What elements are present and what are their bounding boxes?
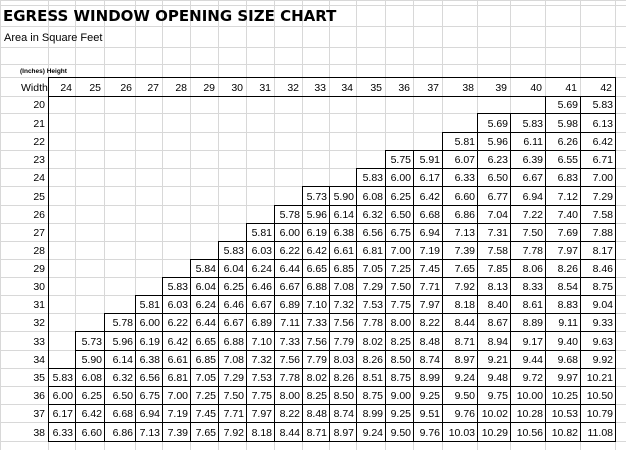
area-cell: 6.22 <box>167 317 188 329</box>
area-cell: 8.74 <box>333 408 354 420</box>
area-cell: 7.11 <box>280 317 300 329</box>
area-cell: 6.94 <box>419 227 440 239</box>
area-cell: 7.13 <box>139 427 160 439</box>
area-cell: 10.56 <box>516 427 543 439</box>
area-cell: 6.14 <box>333 209 354 221</box>
width-row-header: 35 <box>33 372 45 384</box>
height-header-cell: 42 <box>600 82 612 94</box>
area-cell: 5.73 <box>306 191 327 203</box>
area-cell: 5.78 <box>112 317 133 329</box>
area-cell: 6.67 <box>251 299 272 311</box>
width-header: Width <box>21 82 48 94</box>
chart-subtitle: Area in Square Feet <box>4 32 103 44</box>
area-cell: 6.00 <box>279 227 300 239</box>
area-cell: 8.97 <box>454 354 475 366</box>
area-cell: 8.99 <box>419 372 440 384</box>
area-cell: 8.25 <box>306 390 327 402</box>
height-header-cell: 25 <box>89 82 101 94</box>
area-cell: 8.26 <box>362 354 383 366</box>
height-header-cell: 39 <box>495 82 507 94</box>
height-header-cell: 40 <box>530 82 542 94</box>
area-cell: 7.53 <box>251 372 272 384</box>
area-cell: 6.04 <box>195 281 216 293</box>
area-cell: 5.98 <box>557 118 578 130</box>
area-cell: 7.78 <box>362 317 383 329</box>
area-cell: 6.00 <box>139 317 160 329</box>
area-cell: 6.94 <box>139 408 160 420</box>
area-cell: 6.89 <box>251 317 272 329</box>
area-cell: 6.67 <box>223 317 244 329</box>
height-header-cell: 28 <box>175 82 187 94</box>
width-row-header: 25 <box>33 191 45 203</box>
area-cell: 9.25 <box>419 390 440 402</box>
area-cell: 7.32 <box>251 354 272 366</box>
area-cell: 5.91 <box>419 154 440 166</box>
area-cell: 7.08 <box>333 281 354 293</box>
area-cell: 5.83 <box>52 372 73 384</box>
area-cell: 6.77 <box>487 191 508 203</box>
area-cell: 7.45 <box>419 263 440 275</box>
area-cell: 6.13 <box>592 118 613 130</box>
area-cell: 9.72 <box>522 372 543 384</box>
area-cell: 8.44 <box>279 427 300 439</box>
area-cell: 6.75 <box>390 227 411 239</box>
width-row-header: 22 <box>33 136 45 148</box>
area-cell: 6.88 <box>306 281 327 293</box>
area-cell: 5.73 <box>81 336 102 348</box>
area-cell: 6.94 <box>522 191 543 203</box>
area-cell: 8.75 <box>362 390 383 402</box>
area-cell: 7.00 <box>167 390 188 402</box>
area-cell: 10.28 <box>516 408 543 420</box>
height-header: (Inches) Height <box>20 68 67 75</box>
width-row-header: 28 <box>33 245 45 257</box>
area-cell: 7.10 <box>306 299 327 311</box>
width-row-header: 29 <box>33 263 45 275</box>
area-cell: 6.67 <box>522 172 543 184</box>
area-cell: 7.97 <box>557 245 578 257</box>
area-cell: 7.08 <box>223 354 244 366</box>
area-cell: 6.85 <box>333 263 354 275</box>
height-header-cell: 31 <box>259 82 271 94</box>
area-cell: 7.65 <box>454 263 475 275</box>
area-cell: 5.90 <box>333 191 354 203</box>
height-header-cell: 36 <box>398 82 410 94</box>
area-cell: 7.39 <box>167 427 188 439</box>
area-cell: 10.02 <box>481 408 508 420</box>
area-cell: 6.44 <box>195 317 216 329</box>
area-cell: 7.75 <box>390 299 411 311</box>
area-cell: 6.56 <box>139 372 160 384</box>
area-cell: 7.25 <box>390 263 411 275</box>
area-cell: 7.13 <box>454 227 475 239</box>
area-cell: 5.69 <box>557 99 578 111</box>
area-cell: 6.17 <box>52 408 73 420</box>
area-cell: 9.44 <box>522 354 543 366</box>
height-header-cell: 26 <box>120 82 132 94</box>
area-cell: 10.50 <box>586 390 613 402</box>
area-cell: 6.42 <box>419 191 440 203</box>
area-cell: 7.97 <box>419 299 440 311</box>
area-cell: 8.02 <box>306 372 327 384</box>
area-cell: 10.03 <box>448 427 475 439</box>
width-row-header: 34 <box>33 354 45 366</box>
area-cell: 9.50 <box>454 390 475 402</box>
area-cell: 5.96 <box>306 209 327 221</box>
area-cell: 8.00 <box>279 390 300 402</box>
area-cell: 6.65 <box>195 336 216 348</box>
area-cell: 7.04 <box>487 209 508 221</box>
area-cell: 8.26 <box>557 263 578 275</box>
area-cell: 8.48 <box>419 336 440 348</box>
area-cell: 9.76 <box>419 427 440 439</box>
area-cell: 10.79 <box>586 408 613 420</box>
area-cell: 8.89 <box>522 317 543 329</box>
area-cell: 6.23 <box>487 154 508 166</box>
area-cell: 9.21 <box>487 354 508 366</box>
area-cell: 8.97 <box>333 427 354 439</box>
area-cell: 10.00 <box>516 390 543 402</box>
area-cell: 8.22 <box>419 317 440 329</box>
area-cell: 6.11 <box>523 136 543 148</box>
area-cell: 8.02 <box>362 336 383 348</box>
area-cell: 6.71 <box>592 154 613 166</box>
width-row-header: 33 <box>33 336 45 348</box>
area-cell: 9.17 <box>522 336 543 348</box>
area-cell: 6.00 <box>390 172 411 184</box>
area-cell: 9.92 <box>592 354 613 366</box>
height-header-cell: 30 <box>231 82 243 94</box>
area-cell: 8.44 <box>454 317 475 329</box>
area-cell: 7.33 <box>306 317 327 329</box>
area-cell: 6.33 <box>454 172 475 184</box>
area-cell: 6.60 <box>81 427 102 439</box>
area-cell: 6.08 <box>81 372 102 384</box>
area-cell: 9.63 <box>592 336 613 348</box>
area-cell: 8.94 <box>487 336 508 348</box>
area-cell: 6.67 <box>279 281 300 293</box>
area-cell: 7.53 <box>362 299 383 311</box>
area-cell: 6.50 <box>112 390 133 402</box>
area-cell: 10.25 <box>551 390 578 402</box>
width-row-header: 38 <box>33 427 45 439</box>
area-cell: 6.42 <box>81 408 102 420</box>
area-cell: 8.26 <box>333 372 354 384</box>
area-cell: 10.53 <box>551 408 578 420</box>
area-cell: 7.79 <box>306 354 327 366</box>
area-cell: 9.68 <box>557 354 578 366</box>
area-cell: 7.78 <box>279 372 300 384</box>
area-cell: 6.68 <box>419 209 440 221</box>
area-cell: 7.45 <box>195 408 216 420</box>
area-cell: 7.71 <box>223 408 244 420</box>
area-cell: 9.11 <box>558 317 578 329</box>
area-cell: 11.08 <box>587 427 613 439</box>
area-cell: 9.24 <box>362 427 383 439</box>
area-cell: 9.51 <box>419 408 440 420</box>
area-cell: 8.48 <box>306 408 327 420</box>
height-header-cell: 32 <box>287 82 299 94</box>
area-cell: 6.17 <box>419 172 440 184</box>
area-cell: 5.83 <box>223 245 244 257</box>
area-cell: 7.12 <box>557 191 578 203</box>
area-cell: 7.19 <box>167 408 188 420</box>
area-cell: 6.85 <box>195 354 216 366</box>
area-cell: 7.00 <box>390 245 411 257</box>
area-cell: 6.22 <box>279 245 300 257</box>
area-cell: 8.75 <box>390 372 411 384</box>
area-cell: 6.86 <box>454 209 475 221</box>
area-cell: 5.90 <box>81 354 102 366</box>
area-cell: 6.46 <box>251 281 272 293</box>
area-cell: 7.05 <box>362 263 383 275</box>
width-row-header: 23 <box>33 154 45 166</box>
area-cell: 6.50 <box>487 172 508 184</box>
width-row-header: 31 <box>33 299 45 311</box>
area-cell: 8.51 <box>362 372 383 384</box>
area-cell: 7.71 <box>419 281 440 293</box>
area-cell: 7.32 <box>333 299 354 311</box>
area-cell: 7.29 <box>362 281 383 293</box>
area-cell: 8.71 <box>306 427 327 439</box>
area-cell: 8.54 <box>557 281 578 293</box>
area-cell: 6.89 <box>279 299 300 311</box>
area-cell: 8.50 <box>333 390 354 402</box>
width-row-header: 21 <box>33 118 45 130</box>
area-cell: 7.40 <box>557 209 578 221</box>
area-cell: 8.13 <box>487 281 508 293</box>
area-cell: 8.33 <box>522 281 543 293</box>
area-cell: 6.60 <box>454 191 475 203</box>
area-cell: 9.25 <box>390 408 411 420</box>
area-cell: 6.07 <box>454 154 475 166</box>
area-cell: 8.99 <box>362 408 383 420</box>
area-cell: 6.68 <box>112 408 133 420</box>
area-cell: 9.04 <box>592 299 613 311</box>
area-cell: 7.56 <box>279 354 300 366</box>
area-cell: 7.58 <box>592 209 613 221</box>
height-header-cell: 35 <box>370 82 382 94</box>
area-cell: 6.03 <box>167 299 188 311</box>
area-cell: 8.17 <box>592 245 613 257</box>
area-cell: 6.24 <box>195 299 216 311</box>
area-cell: 7.56 <box>333 317 354 329</box>
area-cell: 7.69 <box>557 227 578 239</box>
height-header-cell: 41 <box>565 82 577 94</box>
area-cell: 5.69 <box>487 118 508 130</box>
area-cell: 7.19 <box>419 245 440 257</box>
area-cell: 7.50 <box>522 227 543 239</box>
area-cell: 10.82 <box>551 427 578 439</box>
area-cell: 7.33 <box>279 336 300 348</box>
area-cell: 6.25 <box>223 281 244 293</box>
area-cell: 7.92 <box>454 281 475 293</box>
area-cell: 9.33 <box>592 317 613 329</box>
area-cell: 6.19 <box>306 227 327 239</box>
area-cell: 7.29 <box>223 372 244 384</box>
area-cell: 6.75 <box>139 390 160 402</box>
width-row-header: 20 <box>33 99 45 111</box>
area-cell: 7.85 <box>487 263 508 275</box>
area-cell: 5.96 <box>487 136 508 148</box>
area-cell: 6.25 <box>81 390 102 402</box>
area-cell: 6.19 <box>139 336 160 348</box>
area-cell: 7.58 <box>487 245 508 257</box>
area-cell: 9.24 <box>454 372 475 384</box>
area-cell: 5.81 <box>139 299 160 311</box>
height-header-cell: 29 <box>203 82 215 94</box>
area-cell: 7.05 <box>195 372 216 384</box>
width-row-header: 32 <box>33 317 45 329</box>
area-cell: 6.42 <box>167 336 188 348</box>
area-cell: 6.08 <box>362 191 383 203</box>
area-cell: 6.81 <box>362 245 383 257</box>
height-column-headers <box>60 82 612 94</box>
area-cell: 6.38 <box>333 227 354 239</box>
area-cell: 9.40 <box>557 336 578 348</box>
area-cell: 7.97 <box>251 408 272 420</box>
area-cell: 9.75 <box>487 390 508 402</box>
area-cell: 6.39 <box>522 154 543 166</box>
area-cell: 6.32 <box>362 209 383 221</box>
area-cell: 9.48 <box>487 372 508 384</box>
area-cell: 8.06 <box>522 263 543 275</box>
area-cell: 8.71 <box>454 336 475 348</box>
area-cell: 7.79 <box>333 336 354 348</box>
area-cell: 7.39 <box>454 245 475 257</box>
area-cell: 6.33 <box>52 427 73 439</box>
width-row-header: 37 <box>33 408 45 420</box>
height-header-cell: 34 <box>341 82 353 94</box>
area-cell: 5.81 <box>454 136 475 148</box>
width-row-header: 36 <box>33 390 45 402</box>
area-cell: 6.88 <box>223 336 244 348</box>
area-cell: 5.84 <box>195 263 216 275</box>
area-cell: 6.50 <box>390 209 411 221</box>
area-cell: 8.61 <box>522 299 543 311</box>
area-cell: 9.00 <box>390 390 411 402</box>
width-row-header: 27 <box>33 227 45 239</box>
area-cell: 6.32 <box>112 372 133 384</box>
area-cell: 6.83 <box>557 172 578 184</box>
area-cell: 6.55 <box>557 154 578 166</box>
area-cell: 9.76 <box>454 408 475 420</box>
area-cell: 8.67 <box>487 317 508 329</box>
height-header-cell: 37 <box>427 82 439 94</box>
area-cell: 9.97 <box>557 372 578 384</box>
area-cell: 10.29 <box>481 427 508 439</box>
area-cell: 6.61 <box>333 245 354 257</box>
height-header-cell: 38 <box>462 82 474 94</box>
width-row-header: 24 <box>33 172 45 184</box>
area-cell: 5.96 <box>112 336 133 348</box>
area-cell: 7.75 <box>251 390 272 402</box>
width-row-header: 30 <box>33 281 45 293</box>
area-cell: 7.78 <box>522 245 543 257</box>
area-cell: 6.86 <box>112 427 133 439</box>
area-cell: 7.56 <box>306 336 327 348</box>
area-cell: 7.10 <box>251 336 272 348</box>
area-cell: 6.46 <box>223 299 244 311</box>
area-cell: 5.81 <box>251 227 272 239</box>
area-cell: 6.38 <box>139 354 160 366</box>
area-cell: 8.18 <box>251 427 272 439</box>
area-cell: 8.50 <box>390 354 411 366</box>
area-cell: 7.92 <box>223 427 244 439</box>
area-cell: 8.75 <box>592 281 613 293</box>
area-cell: 5.83 <box>362 172 383 184</box>
area-cell: 5.83 <box>592 99 613 111</box>
area-cell: 7.88 <box>592 227 613 239</box>
area-cell: 8.46 <box>592 263 613 275</box>
area-cell: 6.26 <box>557 136 578 148</box>
area-cell: 7.65 <box>195 427 216 439</box>
area-cell: 7.00 <box>592 172 613 184</box>
area-cell: 6.81 <box>167 372 188 384</box>
area-cell: 6.42 <box>306 245 327 257</box>
area-cell: 7.22 <box>522 209 543 221</box>
area-cell: 5.83 <box>167 281 188 293</box>
chart-title: EGRESS WINDOW OPENING SIZE CHART <box>3 7 337 25</box>
area-cell: 8.18 <box>454 299 475 311</box>
height-header-cell: 27 <box>147 82 159 94</box>
area-cell: 7.50 <box>390 281 411 293</box>
area-cell: 9.50 <box>390 427 411 439</box>
area-cell: 8.03 <box>333 354 354 366</box>
area-cell: 6.65 <box>306 263 327 275</box>
area-cell: 7.31 <box>487 227 508 239</box>
height-header-cell: 24 <box>60 82 72 94</box>
area-cell: 6.25 <box>390 191 411 203</box>
area-cell: 5.78 <box>279 209 300 221</box>
area-cell: 7.50 <box>223 390 244 402</box>
area-cell: 8.40 <box>487 299 508 311</box>
width-row-header: 26 <box>33 209 45 221</box>
area-cell: 6.00 <box>52 390 73 402</box>
area-cell: 8.00 <box>390 317 411 329</box>
area-cell: 10.21 <box>586 372 613 384</box>
area-cell: 6.44 <box>279 263 300 275</box>
area-cell: 6.04 <box>223 263 244 275</box>
area-cell: 6.14 <box>112 354 133 366</box>
area-cell: 8.25 <box>390 336 411 348</box>
area-cell: 6.56 <box>362 227 383 239</box>
area-cell: 6.03 <box>251 245 272 257</box>
area-cell: 6.42 <box>592 136 613 148</box>
area-cell: 7.25 <box>195 390 216 402</box>
area-cell: 7.29 <box>592 191 613 203</box>
area-cell: 5.75 <box>390 154 411 166</box>
area-cell: 6.24 <box>251 263 272 275</box>
area-cell: 8.83 <box>557 299 578 311</box>
height-header-cell: 33 <box>314 82 326 94</box>
area-cell: 8.22 <box>279 408 300 420</box>
area-cell: 6.61 <box>167 354 188 366</box>
area-cell: 8.74 <box>419 354 440 366</box>
area-cell: 5.83 <box>522 118 543 130</box>
